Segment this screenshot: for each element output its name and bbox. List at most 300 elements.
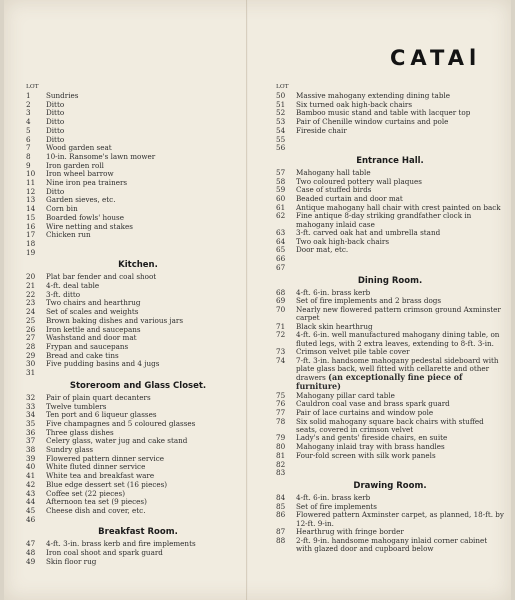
lot-description xyxy=(296,144,504,153)
lot-row xyxy=(26,214,238,223)
lot-row xyxy=(26,179,238,188)
lot-number: 64 xyxy=(276,236,286,246)
lot-row xyxy=(276,118,504,127)
lot-description xyxy=(46,498,238,507)
lot-number: 39 xyxy=(26,453,36,463)
lot-number: 13 xyxy=(26,195,36,205)
lot-text: Ditto xyxy=(46,126,65,135)
lot-number: 27 xyxy=(26,333,36,343)
lot-row xyxy=(26,334,238,343)
lot-number: 54 xyxy=(276,125,286,135)
section-heading: Storeroom and Glass Closet. xyxy=(69,380,207,391)
lot-row xyxy=(276,127,504,136)
lot-text: Lady's and gents' fireside chairs, en suite xyxy=(296,434,448,443)
lot-text: 4-ft. 6-in. well manufactured mahogany dining table, on fluted legs, with 2 extra leaves, extending to 8-ft. 3-in. xyxy=(296,330,500,348)
lot-number: 9 xyxy=(26,160,31,170)
lot-text: Flowered pattern Axminster carpet, as planned, 18-ft. by 12-ft. 9-in. xyxy=(296,510,504,528)
lot-description xyxy=(46,109,238,118)
lot-text: Washstand and door mat xyxy=(46,334,137,343)
lot-row xyxy=(276,418,504,435)
lot-text: Five champagnes and 5 coloured glasses xyxy=(46,419,196,428)
lot-number: 7 xyxy=(26,143,31,153)
lot-number: 24 xyxy=(26,307,36,317)
lot-description xyxy=(46,403,238,412)
lot-description xyxy=(46,153,238,162)
lot-description xyxy=(296,229,504,238)
lot-number: 21 xyxy=(26,281,36,291)
lot-number: 56 xyxy=(276,143,286,153)
lot-heading: LOT xyxy=(26,84,39,90)
lot-number: 73 xyxy=(276,346,286,356)
lot-number: 25 xyxy=(26,315,36,325)
lot-number: 60 xyxy=(276,194,286,204)
lot-row xyxy=(276,400,504,409)
lot-row xyxy=(26,153,238,162)
lot-row xyxy=(26,394,238,403)
lot-number: 79 xyxy=(276,433,286,443)
lot-number: 88 xyxy=(276,535,286,545)
lot-text: Three glass dishes xyxy=(46,428,114,437)
lot-row xyxy=(26,162,238,171)
lot-number: 5 xyxy=(26,125,31,135)
lot-row xyxy=(26,170,238,179)
lot-number: 46 xyxy=(26,514,36,524)
lot-description xyxy=(296,127,504,136)
lot-number: 19 xyxy=(26,247,36,257)
lot-text: Iron coal shoot and spark guard xyxy=(46,549,163,558)
lot-row xyxy=(26,109,238,118)
lot-row xyxy=(276,331,504,348)
lot-text: Two chairs and hearthrug xyxy=(46,299,141,308)
lot-description xyxy=(296,289,504,298)
lot-description xyxy=(46,429,238,438)
lot-text: Ten port and 6 liqueur glasses xyxy=(46,411,157,420)
lot-text: Hearthrug with fringe border xyxy=(296,527,404,536)
lot-row xyxy=(276,255,504,264)
lot-row xyxy=(26,403,238,412)
lot-description xyxy=(296,434,504,443)
lot-text: Iron garden roll xyxy=(46,161,104,170)
lot-text: 2-ft. 9-in. handsome mahogany inlaid corner cabinet with glazed door and cupboard below xyxy=(296,535,488,553)
lot-text: Ditto xyxy=(46,100,65,109)
lot-number: 45 xyxy=(26,505,36,515)
lot-description xyxy=(296,331,504,348)
lot-description xyxy=(296,418,504,435)
lot-number: 84 xyxy=(276,492,286,502)
lot-number: 74 xyxy=(276,355,286,365)
lot-number: 53 xyxy=(276,117,286,127)
lot-text: Nearly new flowered pattern crimson ground Axminster carpet xyxy=(296,304,501,323)
lot-number: 23 xyxy=(26,298,36,308)
lot-text: Corn bin xyxy=(46,205,78,214)
lot-description xyxy=(46,446,238,455)
lot-text: Ditto xyxy=(46,135,65,144)
lot-number: 15 xyxy=(26,212,36,222)
lot-text: Bamboo music stand and table with lacquer top xyxy=(296,109,471,118)
lot-description xyxy=(46,317,238,326)
lot-text: Set of scales and weights xyxy=(46,308,139,317)
lot-number: 20 xyxy=(26,272,36,282)
lot-number: 34 xyxy=(26,410,36,420)
lot-row xyxy=(276,229,504,238)
lot-row xyxy=(276,461,504,470)
lot-text: Four-fold screen with silk work panels xyxy=(296,451,436,460)
lot-description xyxy=(296,306,504,323)
lot-number: 17 xyxy=(26,230,36,240)
lot-number: 66 xyxy=(276,254,286,264)
lot-text: Pair of plain quart decanters xyxy=(46,393,151,402)
lot-text: 10-in. Ransome's lawn mower xyxy=(46,152,156,161)
lot-number: 58 xyxy=(276,176,286,186)
lot-number: 1 xyxy=(26,91,31,100)
lot-description xyxy=(46,334,238,343)
lot-description xyxy=(296,136,504,145)
lot-row xyxy=(276,264,504,273)
lot-description xyxy=(296,169,504,178)
lot-number: 86 xyxy=(276,510,286,520)
lot-text: Sundries xyxy=(46,92,79,100)
section-heading: Entrance Hall. xyxy=(356,155,424,166)
lot-number: 10 xyxy=(26,169,36,179)
lot-number: 30 xyxy=(26,359,36,369)
lot-description xyxy=(46,308,238,317)
lot-text: Door mat, etc. xyxy=(296,246,349,255)
lot-number: 72 xyxy=(276,330,286,340)
lot-number: 68 xyxy=(276,287,286,297)
lot-description xyxy=(46,170,238,179)
lot-text: Antique mahogany hall chair with crest painted on back xyxy=(296,203,501,212)
lot-description xyxy=(46,136,238,145)
lot-row xyxy=(276,136,504,145)
lot-text: Set of fire implements xyxy=(296,502,377,511)
lot-text: Nine iron pea trainers xyxy=(46,179,128,188)
lot-description xyxy=(46,144,238,153)
lot-number: 6 xyxy=(26,134,31,144)
lot-row xyxy=(26,352,238,361)
lot-row xyxy=(276,357,504,392)
lot-text: Blue edge dessert set (16 pieces) xyxy=(46,480,168,489)
lot-number: 55 xyxy=(276,134,286,144)
lot-text: White tea and breakfast ware xyxy=(46,472,155,481)
lot-text: Fine antique 8-day striking grandfather clock in mahogany inlaid case xyxy=(296,211,472,229)
lot-row xyxy=(276,212,504,229)
lot-row xyxy=(26,136,238,145)
lot-number: 57 xyxy=(276,167,286,177)
lot-row xyxy=(26,516,238,525)
lot-number: 71 xyxy=(276,321,286,331)
lot-row xyxy=(26,540,238,549)
lot-row xyxy=(276,109,504,118)
lot-row xyxy=(26,507,238,516)
lot-description xyxy=(46,273,238,282)
lot-row xyxy=(276,306,504,323)
lot-text: Garden sieves, etc. xyxy=(46,196,116,205)
lot-row xyxy=(276,178,504,187)
lot-row xyxy=(26,196,238,205)
section-heading: Breakfast Room. xyxy=(98,527,178,538)
lot-description xyxy=(46,516,238,525)
lot-description xyxy=(46,196,238,205)
lot-description xyxy=(46,352,238,361)
lot-row xyxy=(26,369,238,378)
lot-number: 85 xyxy=(276,501,286,511)
lot-text: Bread and cake tins xyxy=(46,351,119,360)
lot-text: Ditto xyxy=(46,187,65,196)
lot-description xyxy=(46,127,238,136)
lot-number: 32 xyxy=(26,392,36,402)
lot-description xyxy=(46,326,238,335)
lot-number: 76 xyxy=(276,399,286,409)
lot-description xyxy=(296,212,504,229)
lot-text: Ditto xyxy=(46,118,65,127)
lot-row xyxy=(26,360,238,369)
lot-row xyxy=(276,101,504,110)
lot-row xyxy=(26,92,238,101)
lot-text: Cauldron coal vase and brass spark guard xyxy=(296,400,450,409)
lot-row xyxy=(276,238,504,247)
lot-text: Mahogany inlaid tray with brass handles xyxy=(296,443,445,452)
lot-text: Cheese dish and cover, etc. xyxy=(46,506,146,515)
lot-description xyxy=(46,249,238,258)
lot-row xyxy=(276,469,504,478)
lot-text: Boarded fowls' house xyxy=(46,213,124,222)
lot-row xyxy=(26,282,238,291)
lot-text: Skin floor rug xyxy=(46,557,97,566)
lot-description xyxy=(46,463,238,472)
lot-text: Brown baking dishes and various jars xyxy=(46,316,184,325)
lot-description xyxy=(46,394,238,403)
lot-description xyxy=(46,118,238,127)
lot-number: 49 xyxy=(26,556,36,566)
lot-text: 3-ft. carved oak hat and umbrella stand xyxy=(296,229,441,238)
lot-number: 37 xyxy=(26,436,36,446)
left-column xyxy=(26,82,238,566)
lot-description xyxy=(46,490,238,499)
lot-description xyxy=(296,238,504,247)
catalogue-sheet xyxy=(4,0,511,600)
lot-row xyxy=(26,429,238,438)
lot-row xyxy=(276,195,504,204)
lot-number: 77 xyxy=(276,408,286,418)
lot-text: Ditto xyxy=(46,109,65,118)
lot-text: Mahogany hall table xyxy=(296,168,371,177)
lot-text: Mahogany pillar card table xyxy=(296,391,395,400)
lot-description xyxy=(296,392,504,401)
lot-description xyxy=(296,264,504,273)
lot-description xyxy=(46,549,238,558)
lot-number: 41 xyxy=(26,471,36,481)
lot-description xyxy=(296,109,504,118)
lot-number: 12 xyxy=(26,186,36,196)
lot-description xyxy=(46,299,238,308)
lot-row xyxy=(276,392,504,401)
lot-row xyxy=(26,101,238,110)
lot-text: Wood garden seat xyxy=(46,144,112,153)
lot-text: Fireside chair xyxy=(296,126,347,135)
lot-description xyxy=(296,452,504,461)
lot-text: Set of fire implements and 2 brass dogs xyxy=(296,297,442,306)
lot-row xyxy=(26,223,238,232)
lot-number: 36 xyxy=(26,427,36,437)
lot-row xyxy=(26,472,238,481)
lot-description xyxy=(296,101,504,110)
section-heading: Drawing Room. xyxy=(353,480,427,491)
lot-number: 8 xyxy=(26,151,31,161)
lot-row xyxy=(26,118,238,127)
lot-description xyxy=(296,92,504,101)
lot-text: Two oak high-back chairs xyxy=(296,237,390,246)
lot-number: 31 xyxy=(26,368,36,378)
lot-row xyxy=(276,169,504,178)
lot-description xyxy=(296,511,504,528)
lot-row xyxy=(26,317,238,326)
lot-description xyxy=(46,223,238,232)
lot-number: 2 xyxy=(26,99,31,109)
lot-number: 16 xyxy=(26,221,36,231)
lot-description xyxy=(46,179,238,188)
lot-number: 81 xyxy=(276,450,286,460)
lot-description xyxy=(46,162,238,171)
lot-number: 14 xyxy=(26,204,36,214)
lot-row xyxy=(26,343,238,352)
lot-row xyxy=(26,437,238,446)
lot-row xyxy=(276,511,504,528)
lot-text: Pair of lace curtains and window pole xyxy=(296,409,434,418)
lot-row xyxy=(26,549,238,558)
lot-row xyxy=(276,537,504,554)
lot-text: 7-ft. 3-in. handsome mahogany pedestal sideboard with plate glass back, well fitted with cellarette and other drawers xyxy=(296,355,499,383)
lot-text: Sundry glass xyxy=(46,446,94,455)
lot-number: 48 xyxy=(26,548,36,558)
lot-number: 70 xyxy=(276,304,286,314)
lot-row xyxy=(276,289,504,298)
lot-description xyxy=(296,400,504,409)
lot-description xyxy=(46,360,238,369)
lot-number: 43 xyxy=(26,488,36,498)
lot-number: 18 xyxy=(26,238,36,248)
lot-number: 63 xyxy=(276,228,286,238)
lot-description xyxy=(296,469,504,478)
lot-number: 35 xyxy=(26,418,36,428)
lot-number: 4 xyxy=(26,117,31,127)
lot-description xyxy=(46,282,238,291)
lot-number: 80 xyxy=(276,442,286,452)
lot-number: 40 xyxy=(26,462,36,472)
lot-number: 26 xyxy=(26,324,36,334)
lot-row xyxy=(26,308,238,317)
lot-description xyxy=(46,231,238,240)
lot-description xyxy=(296,195,504,204)
lot-text: 4-ft. 3-in. brass kerb and fire implements xyxy=(46,540,196,549)
lot-row xyxy=(276,434,504,443)
lot-text: White fluted dinner service xyxy=(46,463,146,472)
lot-heading: LOT xyxy=(276,84,289,90)
lot-description xyxy=(46,420,238,429)
lot-row xyxy=(26,240,238,249)
lot-row xyxy=(26,498,238,507)
lot-description xyxy=(296,357,504,392)
lot-number: 69 xyxy=(276,296,286,306)
lot-row xyxy=(26,490,238,499)
lot-description xyxy=(46,188,238,197)
lot-row xyxy=(26,188,238,197)
section-heading: Kitchen. xyxy=(118,260,158,271)
lot-row xyxy=(26,291,238,300)
lot-row xyxy=(26,411,238,420)
lot-row xyxy=(26,231,238,240)
lot-number: 42 xyxy=(26,479,36,489)
lot-text: Celery glass, water jug and cake stand xyxy=(46,437,188,446)
lot-row xyxy=(26,558,238,567)
lot-number: 82 xyxy=(276,459,286,469)
lot-number: 51 xyxy=(276,99,286,109)
lot-description xyxy=(46,437,238,446)
lot-number: 22 xyxy=(26,289,36,299)
lot-text: Iron wheel barrow xyxy=(46,170,114,179)
lot-description xyxy=(296,443,504,452)
lot-description xyxy=(46,369,238,378)
lot-number: 65 xyxy=(276,245,286,255)
lot-description xyxy=(296,255,504,264)
lot-text: Two coloured pottery wall plaques xyxy=(296,177,422,186)
lot-description xyxy=(296,118,504,127)
lot-row xyxy=(276,494,504,503)
lot-number: 83 xyxy=(276,468,286,478)
lot-text: Flowered pattern dinner service xyxy=(46,454,165,463)
lot-row xyxy=(26,273,238,282)
lot-number: 67 xyxy=(276,262,286,272)
lot-note-bold: (an exceptionally fine piece of furniture) xyxy=(296,372,463,392)
lot-text: Five pudding basins and 4 jugs xyxy=(46,360,160,369)
page-fold xyxy=(246,0,248,600)
lot-text: Chicken run xyxy=(46,231,91,240)
lot-description xyxy=(46,411,238,420)
lot-row xyxy=(26,205,238,214)
lot-number: 44 xyxy=(26,497,36,507)
lot-text: Frypan and saucepans xyxy=(46,342,129,351)
lot-row xyxy=(276,443,504,452)
lot-text: Six solid mahogany square back chairs with stuffed seats, covered in crimson velvet xyxy=(296,416,484,435)
lot-row xyxy=(276,246,504,255)
lot-row xyxy=(276,92,504,101)
lot-row xyxy=(26,326,238,335)
lot-text: Wire netting and stakes xyxy=(46,222,133,231)
lot-number: 52 xyxy=(276,108,286,118)
lot-description xyxy=(296,186,504,195)
lot-number: 59 xyxy=(276,185,286,195)
lot-description xyxy=(296,461,504,470)
lot-text: Afternoon tea set (9 pieces) xyxy=(46,498,147,507)
lot-text: Twelve tumblers xyxy=(46,402,107,411)
lot-text: Massive mahogany extending dining table xyxy=(296,92,450,100)
lot-description xyxy=(46,92,238,101)
lot-row xyxy=(276,144,504,153)
lot-text: Six turned oak high-back chairs xyxy=(296,100,413,109)
lot-number: 50 xyxy=(276,91,286,100)
lot-number: 3 xyxy=(26,108,31,118)
lot-row xyxy=(26,455,238,464)
lot-text: 4-ft. 6-in. brass kerb xyxy=(296,288,371,297)
lot-row xyxy=(276,452,504,461)
lot-row xyxy=(26,249,238,258)
lot-row xyxy=(26,144,238,153)
lot-text: Crimson velvet pile table cover xyxy=(296,347,410,356)
right-column xyxy=(276,82,504,553)
lot-row xyxy=(26,446,238,455)
lot-text: 4-ft. 6-in. brass kerb xyxy=(296,493,371,502)
lot-number: 38 xyxy=(26,445,36,455)
lot-description xyxy=(46,472,238,481)
